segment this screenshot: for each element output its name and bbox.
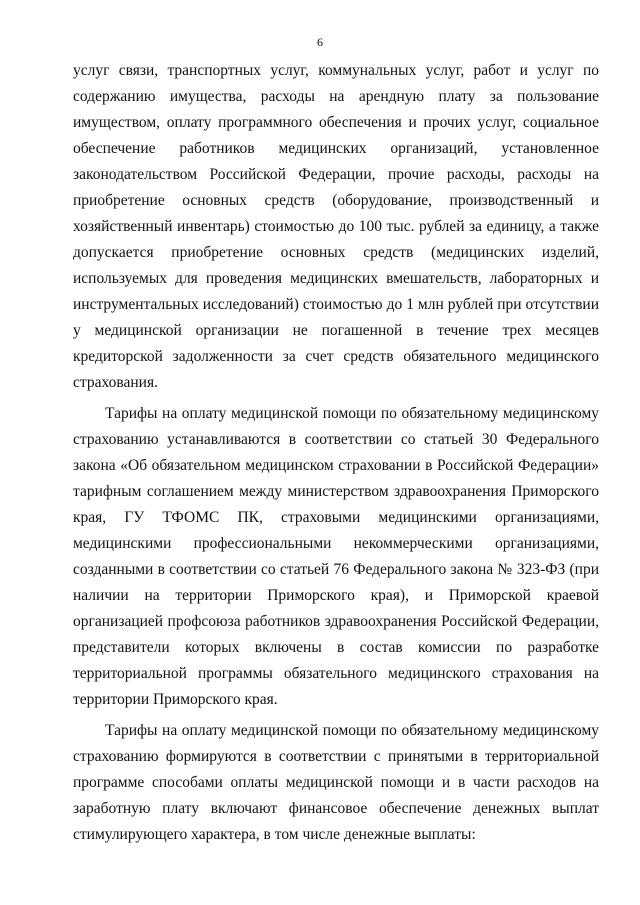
paragraph-2-line-10: представители которых включены в состав комиссии по разработке <box>73 639 599 656</box>
paragraph-1-line-2: содержанию имущества, расходы на арендную плату за пользование <box>73 88 599 105</box>
paragraph-1-line-3: имуществом, оплату программного обеспечения и прочих услуг, социальное <box>73 114 599 131</box>
paragraph-3-line-4: заработную плату включают финансовое обеспечение денежных выплат <box>73 800 599 817</box>
paragraph-1-line-13: страхования. <box>73 374 158 391</box>
paragraph-1-line-12: кредиторской задолженности за счет средств обязательного медицинского <box>73 348 599 365</box>
paragraph-1-line-8: допускается приобретение основных средств (медицинских изделий, <box>73 244 599 261</box>
paragraph-3-line-5: стимулирующего характера, в том числе денежные выплаты: <box>73 826 476 843</box>
paragraph-2-line-11: территориальной программы обязательного медицинского страхования на <box>73 665 599 682</box>
paragraph-1-line-10: инструментальных исследований) стоимостью до 1 млн рублей при отсутствии <box>73 296 599 313</box>
paragraph-1-line-4: обеспечение работников медицинских организаций, установленное <box>73 140 599 157</box>
paragraph-2-line-12: территории Приморского края. <box>73 691 278 708</box>
paragraph-2-line-6: медицинскими профессиональными некоммерческими организациями, <box>73 535 599 552</box>
paragraph-3-line-2: страхованию формируются в соответствии с принятыми в территориальной <box>73 748 599 765</box>
paragraph-2-line-9: организацией профсоюза работников здравоохранения Российской Федерации, <box>73 613 599 630</box>
paragraph-2-line-8: наличии на территории Приморского края), и Приморской краевой <box>73 587 599 604</box>
paragraph-2-line-2: страхованию устанавливаются в соответствии со статьей 30 Федерального <box>73 431 599 448</box>
paragraph-2-line-1: Тарифы на оплату медицинской помощи по обязательному медицинскому <box>105 405 599 422</box>
paragraph-2-line-3: закона «Об обязательном медицинском страховании в Российской Федерации» <box>73 457 599 474</box>
page-number: 6 <box>317 35 323 49</box>
paragraph-1-line-9: используемых для проведения медицинских вмешательств, лабораторных и <box>73 270 599 287</box>
paragraph-2-line-4: тарифным соглашением между министерством здравоохранения Приморского <box>73 483 599 500</box>
paragraph-3-line-3: программе способами оплаты медицинской помощи и в части расходов на <box>73 774 599 791</box>
paragraph-1-line-5: законодательством Российской Федерации, прочие расходы, расходы на <box>73 166 599 183</box>
paragraph-2-line-7: созданными в соответствии со статьей 76 Федерального закона № 323-ФЗ (при <box>73 561 599 578</box>
paragraph-1-line-7: хозяйственный инвентарь) стоимостью до 100 тыс. рублей за единицу, а также <box>73 218 599 235</box>
paragraph-1-line-6: приобретение основных средств (оборудование, производственный и <box>73 192 599 209</box>
paragraph-2-line-5: края, ГУ ТФОМС ПК, страховыми медицинскими организациями, <box>73 509 599 526</box>
paragraph-1-line-1: услуг связи, транспортных услуг, коммунальных услуг, работ и услуг по <box>73 62 599 79</box>
paragraph-1-line-11: у медицинской организации не погашенной в течение трех месяцев <box>73 322 599 339</box>
paragraph-3-line-1: Тарифы на оплату медицинской помощи по обязательному медицинскому <box>105 722 599 739</box>
